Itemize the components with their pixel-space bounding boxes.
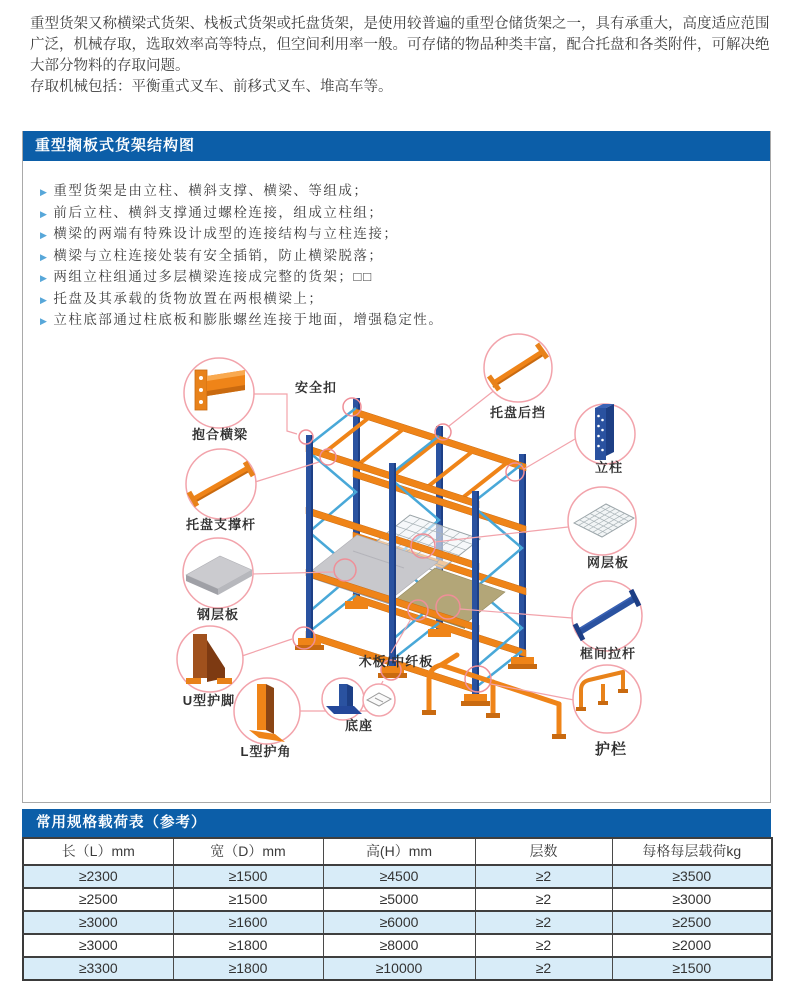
spec-cell: ≥2: [475, 911, 612, 934]
callout-steel-shelf-panel: [183, 538, 253, 608]
spec-cell: ≥5000: [323, 888, 475, 911]
spec-cell: ≥3000: [612, 888, 772, 911]
spec-cell: ≥2500: [612, 911, 772, 934]
spec-cell: ≥1800: [173, 934, 323, 957]
callout-base-plate: [322, 678, 364, 720]
structure-diagram: [23, 332, 770, 802]
feature-bullet-list: [23, 161, 770, 332]
bullet-text: 立柱底部通过柱底板和膨胀螺丝连接于地面，增强稳定性。: [53, 312, 444, 327]
spec-cell: ≥3500: [612, 865, 772, 888]
bullet-text: 横梁的两端有特殊设计成型的连接结构与立柱连接；: [53, 226, 399, 241]
spec-table: [22, 837, 773, 981]
spec-column-header: 层数: [475, 838, 612, 865]
label-pallet-support-bar: 托盘支撑杆: [185, 516, 257, 532]
bullet-item: [40, 181, 770, 203]
bullet-text: 重型货架是由立柱、横斜支撑、横梁、等组成；: [53, 183, 369, 198]
label-hug-beam: 抱合横梁: [191, 426, 249, 442]
spec-table-title: 常用规格载荷表（参考）: [22, 809, 771, 837]
callout-anchor-plate-sketch: [363, 684, 395, 716]
bullet-text: 托盘及其承载的货物放置在两根横梁上；: [53, 290, 324, 306]
label-wood-board: 木板/中纤板: [358, 653, 434, 669]
label-u-foot-guard: U型护脚: [182, 692, 236, 708]
label-upright: 立柱: [594, 459, 624, 475]
label-pallet-back-stop: 托盘后挡: [489, 404, 547, 420]
spec-column-header: 每格每层载荷kg: [612, 838, 772, 865]
spec-cell: ≥3000: [23, 934, 173, 957]
spec-cell: ≥1500: [173, 888, 323, 911]
bullet-item: [40, 203, 770, 225]
bullet-item: [40, 267, 770, 289]
spec-cell: ≥3300: [23, 957, 173, 980]
label-frame-tie-bar: 框间拉杆: [579, 645, 637, 661]
bullet-triangle-icon: ▶: [40, 187, 49, 197]
label-l-corner-guard: L型护角: [240, 743, 292, 759]
bullet-text: 前后立柱、横斜支撑通过螺栓连接，组成立柱组；: [53, 204, 384, 220]
spec-cell: ≥1500: [612, 957, 772, 980]
spec-cell: ≥1500: [173, 865, 323, 888]
spec-cell: ≥10000: [323, 957, 475, 980]
bullet-triangle-icon: ▶: [40, 316, 49, 326]
intro-paragraph-2: 存取机械包括：平衡重式叉车、前移式叉车、堆高车等。: [30, 79, 393, 95]
spec-row: [23, 911, 772, 934]
spec-column-header: 宽（D）mm: [173, 838, 323, 865]
spec-cell: ≥2: [475, 934, 612, 957]
spec-cell: ≥4500: [323, 865, 475, 888]
label-wire-mesh-panel: 网层板: [586, 554, 630, 570]
bullet-item: [40, 246, 770, 268]
bullet-text: 两组立柱组通过多层横梁连接成完整的货架；□□: [53, 269, 373, 284]
spec-cell: ≥3000: [23, 911, 173, 934]
spec-column-header: 高(H）mm: [323, 838, 475, 865]
spec-column-header: 长（L）mm: [23, 838, 173, 865]
callout-guard-rail: [573, 665, 641, 733]
spec-row: [23, 888, 772, 911]
bullet-item: [40, 289, 770, 311]
callout-hug-beam: [184, 358, 254, 428]
bullet-item: [40, 224, 770, 246]
rack-diagram-svg: [23, 332, 770, 802]
label-base-plate: 底座: [344, 717, 374, 733]
spec-cell: ≥1600: [173, 911, 323, 934]
label-safety-buckle: 安全扣: [294, 379, 338, 395]
intro-paragraph-1: 重型货架又称横梁式货架、栈板式货架或托盘货架，是使用较普遍的重型仓储货架之一，具有承重大，高度适应范围广泛，机械存取，选取效率高等特点，但空间利用率一般。可存储的物品种类丰富，配合托盘和各类附件，可解决绝大部分物料的存取问题。: [30, 16, 770, 74]
bullet-triangle-icon: ▶: [40, 230, 49, 240]
structure-panel-title: 重型搁板式货架结构图: [23, 131, 770, 161]
label-guard-rail: 护栏: [594, 740, 628, 758]
bullet-text: 横梁与立柱连接处装有安全插销，防止横梁脱落；: [53, 247, 384, 263]
spec-row: [23, 957, 772, 980]
callout-pallet-support-bar: [186, 449, 256, 519]
spec-cell: ≥8000: [323, 934, 475, 957]
callout-l-corner-guard: [234, 678, 300, 744]
bullet-triangle-icon: ▶: [40, 208, 49, 219]
spec-cell: ≥2: [475, 888, 612, 911]
callout-upright: [575, 404, 635, 464]
spec-cell: ≥2500: [23, 888, 173, 911]
spec-cell: ≥2: [475, 957, 612, 980]
bullet-triangle-icon: ▶: [40, 251, 49, 262]
spec-row: [23, 934, 772, 957]
bullet-item: [40, 310, 770, 332]
callout-frame-tie-bar: [572, 581, 642, 651]
spec-row: [23, 865, 772, 888]
bullet-triangle-icon: ▶: [40, 273, 49, 283]
callout-pallet-back-stop: [484, 334, 552, 402]
structure-panel: [22, 131, 771, 803]
callout-wire-mesh-panel: [568, 487, 636, 555]
spec-table-panel: [22, 809, 771, 981]
bullet-triangle-icon: ▶: [40, 294, 49, 305]
label-steel-shelf-panel: 钢层板: [196, 606, 240, 622]
spec-cell: ≥2000: [612, 934, 772, 957]
spec-cell: ≥1800: [173, 957, 323, 980]
intro-text: [30, 14, 776, 98]
callout-u-foot-guard: [177, 626, 243, 692]
spec-cell: ≥6000: [323, 911, 475, 934]
spec-header-row: [23, 838, 772, 865]
rack-guard-rail: [422, 655, 566, 739]
spec-cell: ≥2300: [23, 865, 173, 888]
spec-cell: ≥2: [475, 865, 612, 888]
